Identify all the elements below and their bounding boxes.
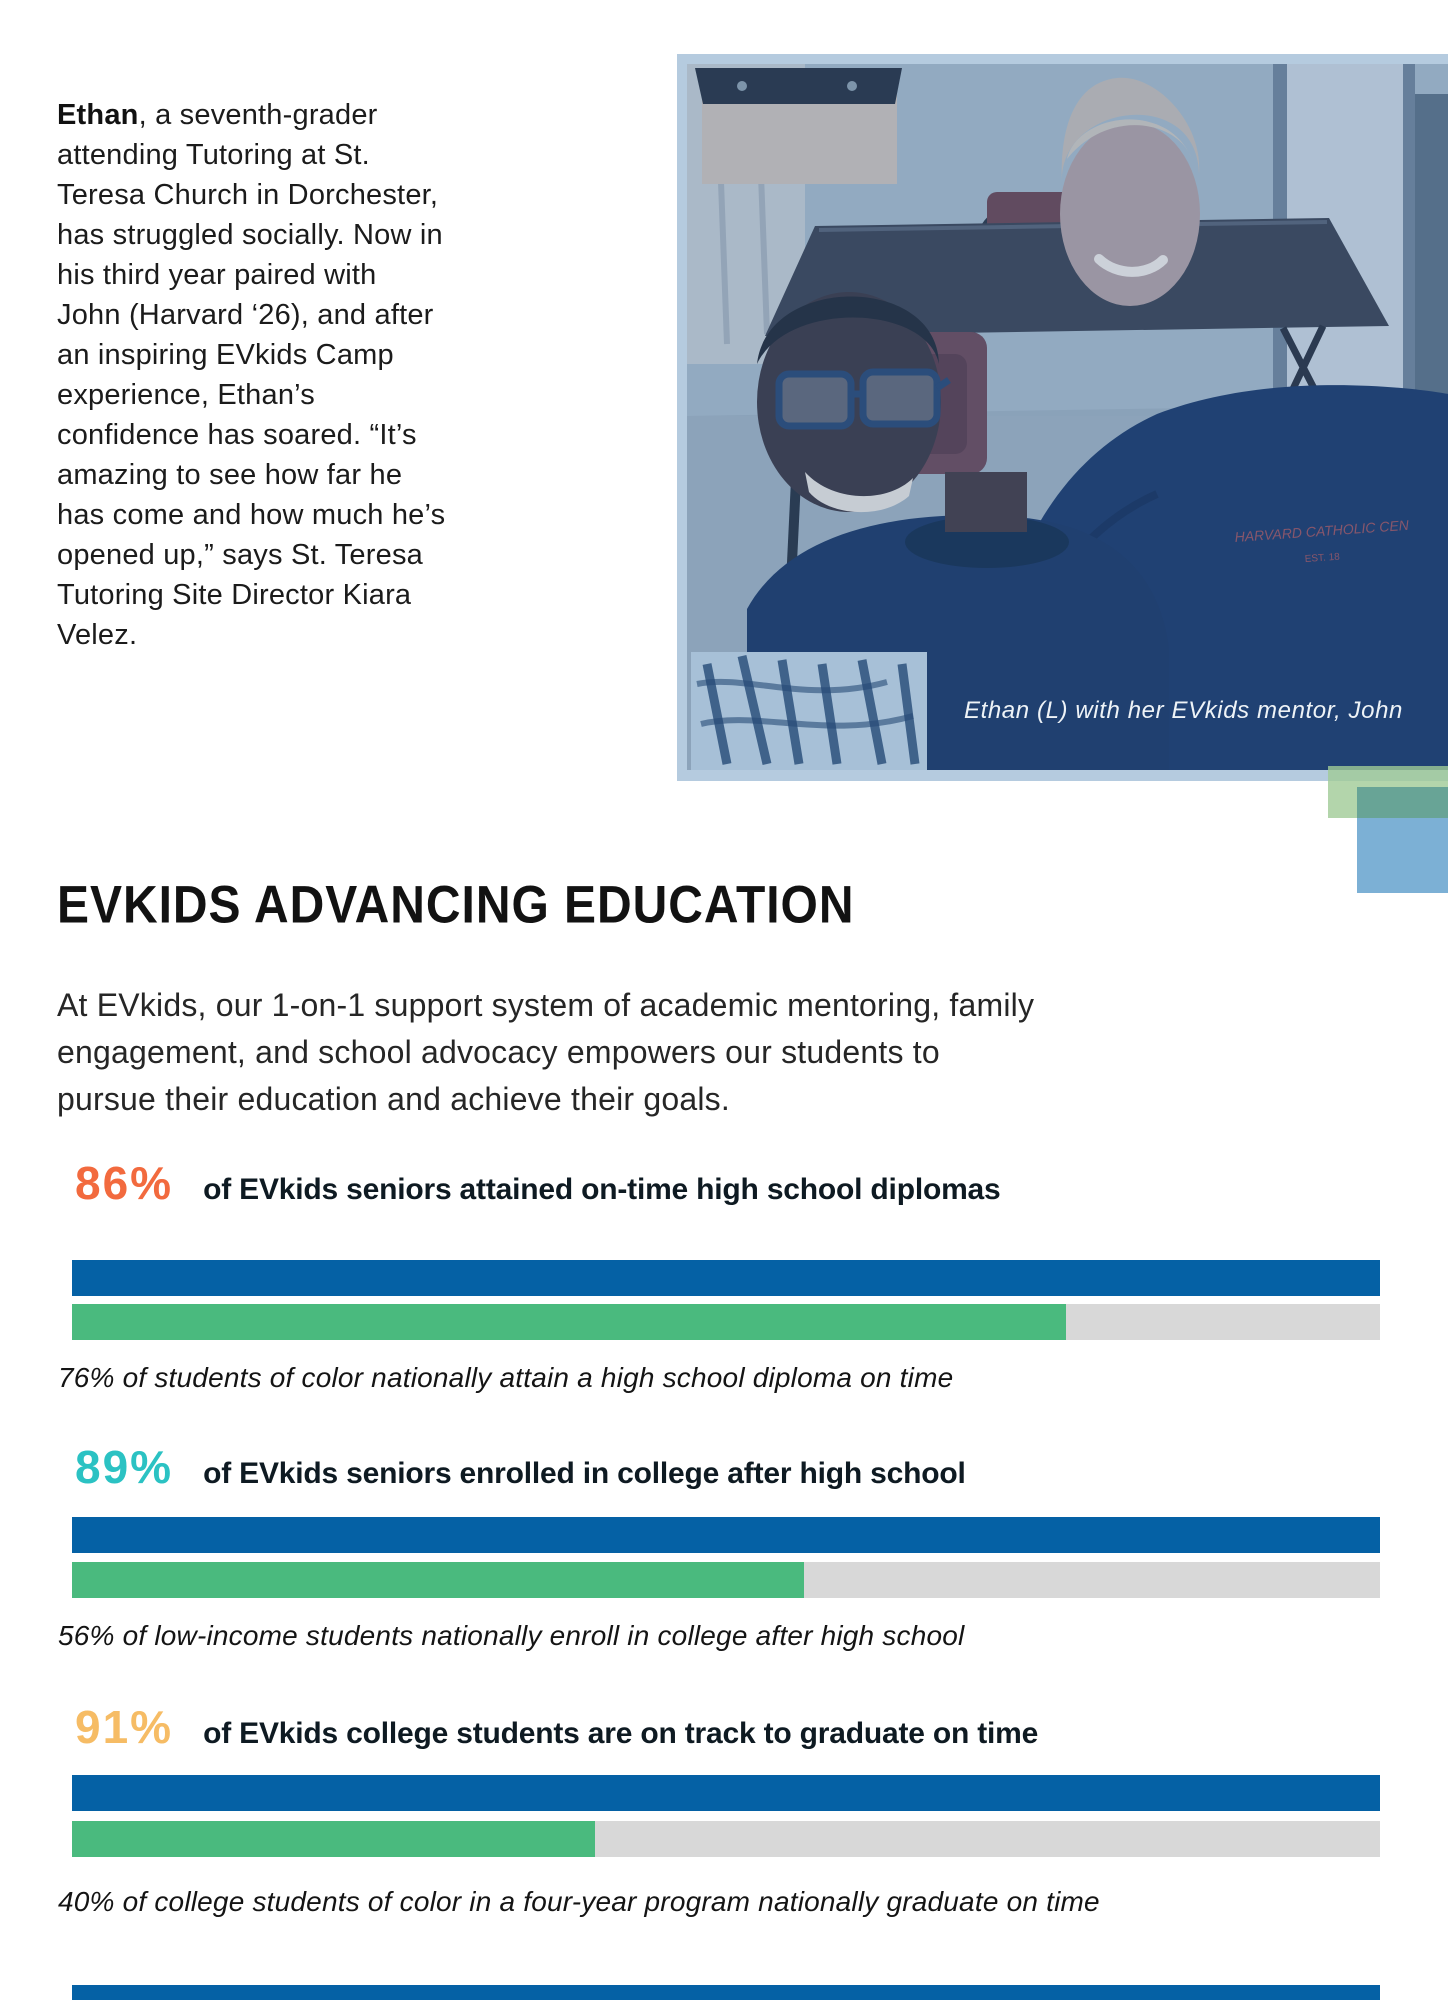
- national-bar: [72, 1562, 804, 1598]
- stat-label: of EVkids seniors attained on-time high school diplomas: [203, 1173, 1001, 1206]
- intro-line: At EVkids, our 1-on-1 support system of academic mentoring, family: [57, 987, 1035, 1023]
- stat-value: 86%: [75, 1157, 174, 1209]
- stat-row-college-enrollment: [75, 1440, 966, 1494]
- intro-line: pursue their education and achieve their goals.: [57, 1081, 730, 1117]
- story-line: opened up,” says St. Teresa: [57, 539, 423, 571]
- stat-row-diplomas: [75, 1156, 1001, 1210]
- story-line: experience, Ethan’s: [57, 379, 315, 411]
- story-line: amazing to see how far he: [57, 459, 403, 491]
- evkids-bar: [72, 1775, 1380, 1811]
- section-intro: [57, 982, 1034, 1123]
- story-line: Tutoring Site Director Kiara: [57, 579, 412, 611]
- intro-line: engagement, and school advocacy empowers our students to: [57, 1034, 940, 1070]
- national-note: 76% of students of color nationally attain a high school diploma on time: [58, 1362, 954, 1393]
- story-line: Velez.: [57, 619, 138, 651]
- national-note: 40% of college students of color in a four-year program nationally graduate on time: [58, 1886, 1100, 1917]
- section-heading: EVKIDS ADVANCING EDUCATION: [57, 874, 855, 934]
- national-note: 56% of low-income students nationally enroll in college after high school: [58, 1620, 965, 1651]
- story-line: attending Tutoring at St.: [57, 139, 370, 171]
- national-bar: [72, 1821, 595, 1857]
- story-line: his third year paired with: [57, 259, 377, 291]
- story-line: has struggled socially. Now in: [57, 219, 443, 251]
- photo-caption: Ethan (L) with her EVkids mentor, John: [963, 697, 1403, 724]
- story-line: has come and how much he’s: [57, 499, 446, 531]
- story-line: an inspiring EVkids Camp: [57, 339, 394, 371]
- stat-label: of EVkids college students are on track to graduate on time: [203, 1717, 1039, 1750]
- national-bar: [72, 1304, 1066, 1340]
- national-bar-track: [72, 1562, 1380, 1598]
- stat-value: 89%: [75, 1441, 174, 1493]
- story-line: John (Harvard ‘26), and after: [57, 299, 434, 331]
- decor-square-teal: [1357, 787, 1448, 818]
- national-bar-track: [72, 1304, 1380, 1340]
- mentor-shirt-text: HARVARD CATHOLIC CEN: [1234, 516, 1410, 545]
- mentor-shirt-est-text: EST. 18: [1304, 551, 1341, 565]
- national-bar-track: [72, 1821, 1380, 1857]
- story-line: , a seventh-grader: [138, 99, 378, 131]
- stat-row-graduation: [75, 1700, 1038, 1754]
- story-line: confidence has soared. “It’s: [57, 419, 417, 451]
- story-paragraph: [57, 95, 667, 655]
- story-line: Teresa Church in Dorchester,: [57, 179, 439, 211]
- story-lead-name: Ethan: [57, 99, 139, 131]
- stat-value: 91%: [75, 1701, 174, 1753]
- photo-illustration: [687, 64, 1448, 770]
- evkids-bar: [72, 1260, 1380, 1296]
- evkids-bar-partial: [72, 1985, 1380, 2000]
- story-photo: [677, 54, 1448, 781]
- decor-square-blue: [1357, 818, 1448, 893]
- stat-label: of EVkids seniors enrolled in college after high school: [203, 1457, 966, 1490]
- evkids-bar: [72, 1517, 1380, 1553]
